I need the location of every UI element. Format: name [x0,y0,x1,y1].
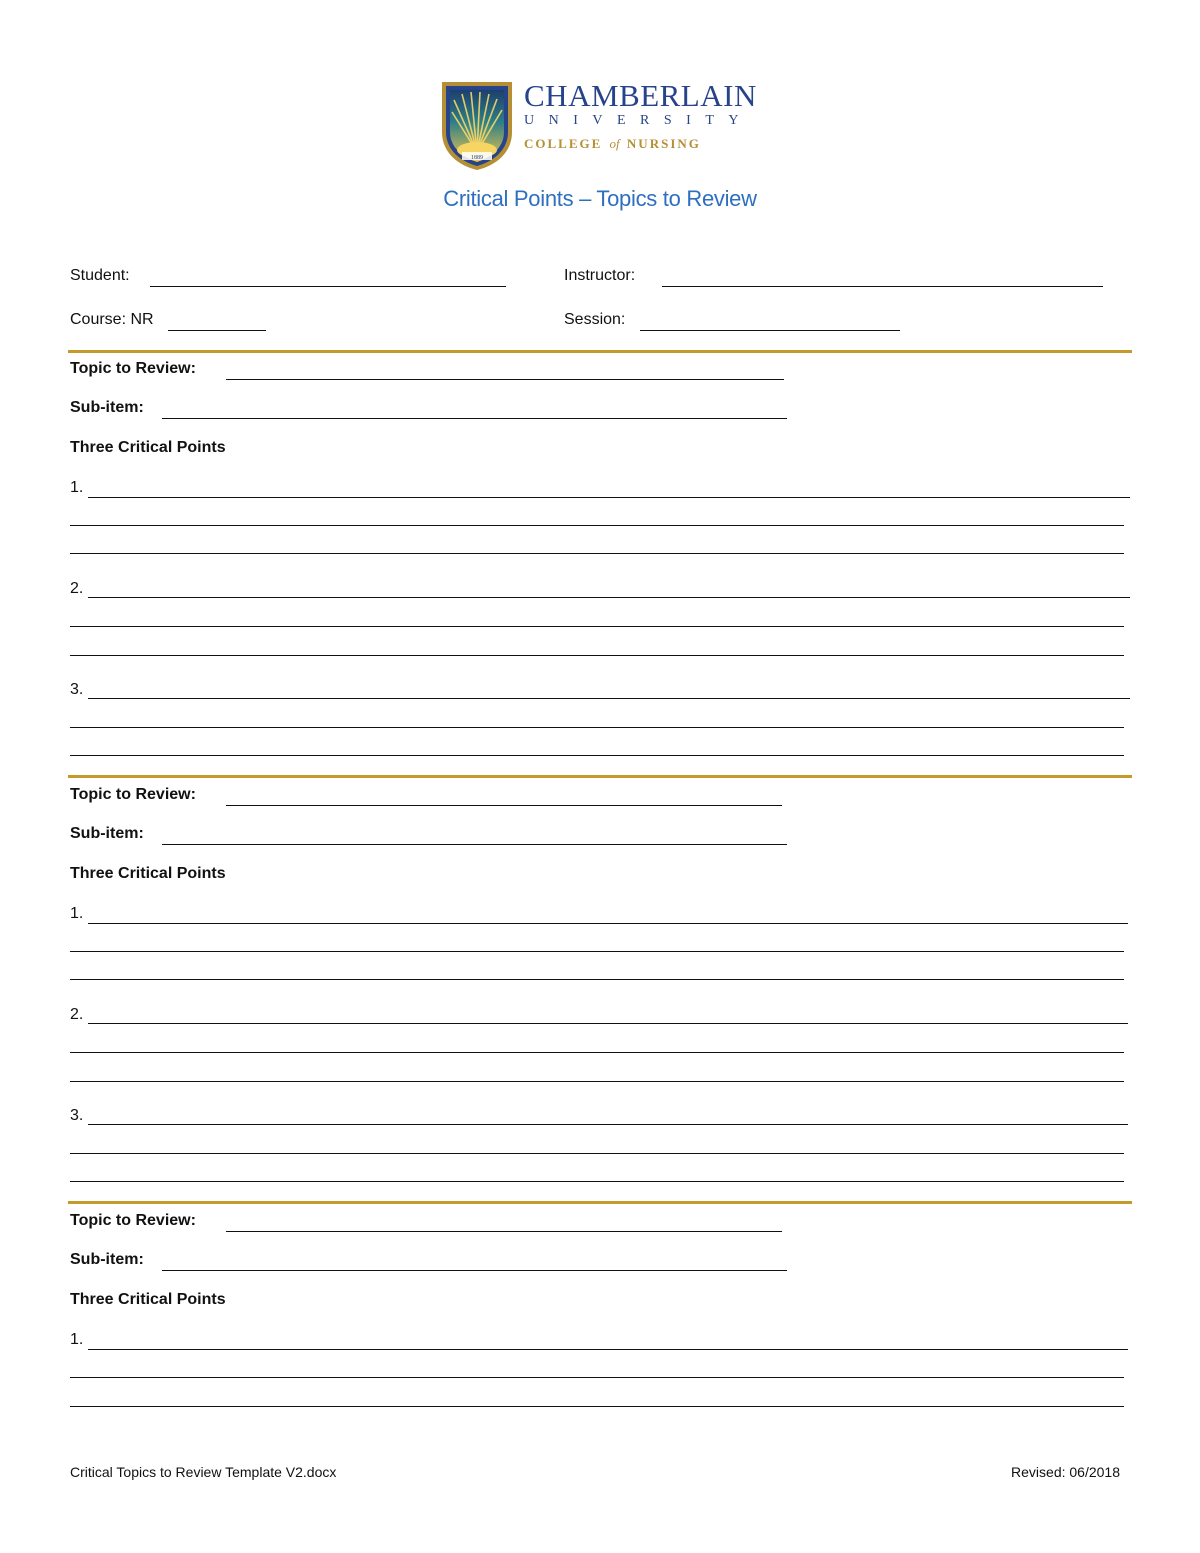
logo-college: COLLEGE of NURSING [524,136,701,151]
subitem-label: Sub-item: [70,1251,144,1268]
point-number: 3. [70,1107,84,1124]
session-field[interactable] [640,330,900,331]
point-line[interactable] [88,1023,1128,1024]
points-heading: Three Critical Points [70,865,226,882]
point-line[interactable] [70,1406,1124,1407]
logo-name: CHAMBERLAIN [524,78,757,113]
point-line[interactable] [70,1081,1124,1082]
subitem-label: Sub-item: [70,399,144,416]
footer-filename: Critical Topics to Review Template V2.docx [70,1464,337,1480]
point-line[interactable] [70,755,1124,756]
points-heading: Three Critical Points [70,1291,226,1308]
point-line[interactable] [88,597,1130,598]
points-heading: Three Critical Points [70,439,226,456]
point-line[interactable] [70,951,1124,952]
point-number: 2. [70,580,84,597]
instructor-field[interactable] [662,286,1103,287]
point-line[interactable] [88,1124,1128,1125]
student-field[interactable] [150,286,506,287]
point-line[interactable] [70,655,1124,656]
svg-text:1889: 1889 [471,155,483,161]
section-divider [68,1201,1132,1204]
topic-field[interactable] [226,805,782,806]
point-line[interactable] [88,923,1128,924]
page-title: Critical Points – Topics to Review [443,186,757,211]
point-line[interactable] [70,626,1124,627]
subitem-field[interactable] [162,844,787,845]
topic-field[interactable] [226,1231,782,1232]
topic-label: Topic to Review: [70,360,196,377]
point-line[interactable] [70,979,1124,980]
point-line[interactable] [70,1052,1124,1053]
footer-revised: Revised: 06/2018 [1011,1464,1120,1480]
point-line[interactable] [70,553,1124,554]
section-divider [68,350,1132,353]
section-divider [68,775,1132,778]
point-line[interactable] [70,525,1124,526]
point-line[interactable] [88,497,1130,498]
topic-field[interactable] [226,379,784,380]
point-number: 3. [70,681,84,698]
subitem-label: Sub-item: [70,825,144,842]
point-line[interactable] [70,727,1124,728]
point-number: 2. [70,1006,84,1023]
shield-crest-icon [440,80,514,172]
point-line[interactable] [70,1377,1124,1378]
logo-university: UNIVERSITY [524,113,753,128]
point-line[interactable] [70,1181,1124,1182]
topic-label: Topic to Review: [70,786,196,803]
point-line[interactable] [70,1153,1124,1154]
point-number: 1. [70,905,84,922]
point-line[interactable] [88,1349,1128,1350]
logo-wordmark [524,80,757,154]
topic-label: Topic to Review: [70,1212,196,1229]
subitem-field[interactable] [162,418,787,419]
point-line[interactable] [88,698,1130,699]
subitem-field[interactable] [162,1270,787,1271]
course-field[interactable] [168,330,266,331]
point-number: 1. [70,1331,84,1348]
university-logo [440,80,770,172]
point-number: 1. [70,479,84,496]
session-label: Session: [564,311,626,328]
student-label: Student: [70,267,130,284]
course-label: Course: NR [70,311,154,328]
instructor-label: Instructor: [564,267,636,284]
